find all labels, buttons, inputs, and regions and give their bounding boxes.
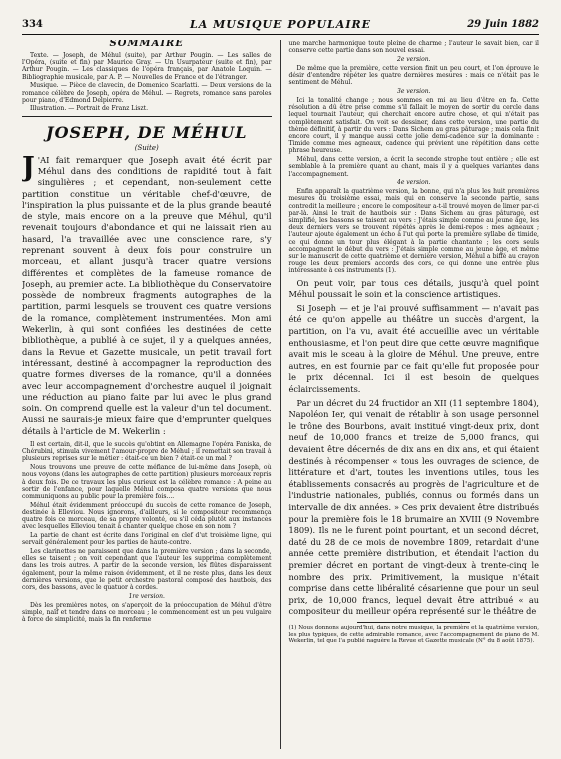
footnote: (1) Nous donnons aujourd'hui, dans notre musique, la première et la quatrième version, les plus typiques, de cette admirable romance, avec l'accompagnement de piano de M. Wekerlin, tel que l'a publié naguère la Revue et Gazette musicale (N° du 8 août 1875).	[288, 624, 539, 645]
article-title: JOSEPH, DE MÉHUL	[46, 122, 248, 142]
right-column	[281, 40, 540, 749]
quote-paragraph: La partie de chant est écrite dans l'original en clef d'ut troisième ligne, qui servait généralement pour les parties de haute-contre.	[22, 531, 272, 547]
page-number: 334	[22, 19, 43, 30]
article-paragraph: J 'AI fait remarquer que Joseph avait été écrit par Méhul dans des conditions de rapidité tout à fait singulières ; et cependant, non-seulement cette partition constitue un véritable chef-d'œuvre, de l'inspiration la plus puissante et de la plus grande beauté de style, mais encore on a la preuve que Méhul, qu'il revenait toujours d'abondance et qui ne laissait rien au hasard, l'a travaillée avec une conscience rare, s'y reprenant souvent à deux fois pour construire un morceau, et allant jusqu'à tracer quatre versions différentes et complètes de la fameuse romance de Joseph, au premier acte. La bibliothèque du Conservatoire possède de nombreux fragments autographes de la partition, parmi lesquels se trouvent ces quatre versions de la romance, complètement instrumentées. Mon ami Wekerlin, à qui sont confiées les destinées de cette bibliothèque, a publié à ce sujet, il y a quelques années, dans la Revue et Gazette musicale, un petit travail fort intéressant, destiné à accompagner la reproduction des quatre formes diverses de la romance, qu'il a données avec leur accompagnement d'orchestre auquel il joignait une réduction au piano faite par lui avec le plus grand soin. On comprend quelle est la valeur d'un tel document. Aussi ne saurais-je mieux faire que d'emprunter quelques détails à l'article de M. Wekerlin :	[22, 151, 272, 436]
quote-paragraph: Ici la tonalité change ; nous sommes en mi au lieu d'être en fa. Cette résolution a dû être prise comme s'il fallait le moyen de sortir du cercle dans lequel tournait l'auteur, qui cherchait encore autre chose, et qui n'était pas complètement satisfait. On voit se dessiner, dans cette version, une partie du thème définitif, à partir du vers : Dans Sichem au gras pâturage ; mais cela finit encore court, il y manque aussi cette jolie demi-cadence sur la dominante : Timide comme mes agneaux, cadence qui prévient une répétition dans cette phrase heureuse.	[288, 97, 539, 155]
quote-paragraph: une marche harmonique toute pleine de charme ; l'auteur le savait bien, car il conserve cette partie dans son nouvel essai.	[288, 40, 539, 55]
article-paragraph: On peut voir, par tous ces détails, jusqu'à quel point Méhul poussait le soin et la conscience artistiques.	[288, 277, 539, 300]
quote-paragraph: Méhul, dans cette version, a écrit la seconde strophe tout entière ; elle est semblable à la première quant au chant, mais il y a quelques variantes dans l'accompagnement.	[288, 156, 539, 178]
article-paragraph: Par un décret du 24 fructidor an XII (11 septembre 1804), Napoléon Ier, qui venait de rétablir à son usage personnel le trône des Bourbons, avait institué vingt-deux prix, dont neuf de 10,000 francs et treize de 5,000 francs, qui devaient être décernés de dix ans en dix ans, et qui étaient destinés à récompenser « tous les ouvrages de science, de littérature et d'art, toutes les inventions utiles, tous les établissements consacrés au progrès de l'agriculture et de l'industrie nationales, publiés, connus ou formés dans un intervalle de dix années. » Ces prix devaient être distribués pour la première fois le 18 brumaire an XVIII (9 Novembre 1809). Ils ne le furent point pourtant, et un second décret, daté du 28 de ce mois de novembre 1809, retardait d'une année cette première distribution, et étendait l'action du premier décret en portant de vingt-deux à trente-cinq le nombre des prix. Primitivement, la musique n'était comprise dans cette libéralité césarienne que pour un seul prix, de 10,000 francs, lequel devait être attribué « au compositeur du meilleur opéra représenté sur le théâtre de	[288, 397, 539, 617]
drop-cap: J	[22, 151, 35, 183]
sommaire-heading: SOMMAIRE	[109, 40, 184, 49]
quote-paragraph: Les clarinettes ne paraissent que dans la première version ; dans la seconde, elles se taisent ; on voit cependant que l'auteur les supprima complètement dans les trois autres. A partir de la seconde version, les flûtes disparaissent également, pour la même raison évidemment, et il ne reste plus, dans les deux dernières versions, que le petit orchestre pastoral composé des hautbois, des cors, des bassons, avec le quatuor à cordes.	[22, 547, 272, 591]
two-column-body	[22, 40, 539, 749]
version-label: 3e version.	[397, 88, 431, 96]
version-label: 4e version.	[397, 179, 431, 187]
quote-paragraph: De même que la première, cette version finit un peu court, et l'on éprouve le désir d'entendre répéter les quatre dernières mesures : mais ce n'était pas le sentiment de Méhul.	[288, 64, 539, 87]
quote-paragraph: Enfin apparaît la quatrième version, la bonne, qui n'a plus les huit premières mesures du troisième essai, mais qui en conserve la seconde partie, sans contredit la meilleure ; encore le compositeur a-t-il trouvé moyen de limer par-ci par-là. Ainsi le trait de hautbois sur : Dans Sichem au gras pâturage, est simplifié, les bassons se taisent au vers : J'étais simple comme au jeune âge, les deux derniers vers se trouvent répétés après le demi-repos : mes agneaux ; l'auteur ajoute également un écho à l'ut qui porte la première syllabe de timide, ce qui donne un tour plus élégant à la partie chantante ; les cors seuls accompagnent le début du vers : J'étais simple comme au jeune âge, et même sur le manuscrit de cette quatrième et dernière version, Méhul a biffé au crayon rouge les deux premiers accords des cors, ce qui donne une entrée plus intéressante à ces instruments (1).	[288, 188, 539, 275]
version-label: 1re version.	[128, 592, 165, 600]
sommaire-illustration: Illustration. — Portrait de Franz Liszt.	[30, 105, 149, 113]
divider	[22, 116, 272, 117]
quote-paragraph: Nous trouvons une preuve de cette méfiance de lui-même dans Joseph, où nous voyons (dans les autographes de cette partition) plusieurs morceaux repris à deux fois. De ce travaux les plus curieux est la célèbre romance : A peine au sortir de l'enfance, pour laquelle Méhul composa quatre versions que nous communiquons au public pour la première fois....	[22, 464, 272, 500]
quote-paragraph: Dès les premières notes, on s'aperçoit de la préoccupation de Méhul d'être simple, naïf et tendre dans ce morceau ; le commencement est un peu vulgaire à force de simplicité, mais la fin renferme	[22, 601, 272, 624]
issue-date: 29 Juin 1882	[467, 19, 539, 30]
left-column	[22, 40, 281, 749]
version-label: 2e version.	[397, 55, 431, 63]
sommaire-texte: Texte. — Joseph, de Méhul (suite), par Arthur Pougin. — Les salles de l'Opéra, (suite et fin) par Maurice Gray. — Un Usurpateur (suite et fin), par Arthur Pougin. — Les classiques de l'opéra français, par Anatole Loquin. — Bibliographie musicale, par A. P. — Nouvelles de France et de l'étranger.	[22, 52, 272, 81]
sommaire-musique: Musique. — Pièce de clavecin, de Domenico Scarlatti. — Deux versions de la romance célèbre de Joseph, opéra de Méhul. — Regrets, romance sans paroles pour piano, d'Edmond Delpierre.	[22, 82, 272, 104]
article-paragraph: Si Joseph — et je l'ai prouvé suffisamment — n'avait pas été ce qu'on appelle au théâtre un succès d'argent, la partition, on l'a vu, avait été accueillie avec un véritable enthousiasme, et l'on peut dire que cette œuvre magnifique avait mis le sceau à la gloire de Méhul. Une preuve, entre autres, en est fournie par ce fait qu'elle fut proposée pour le prix décennal. Ici il est besoin de quelques éclaircissements.	[288, 302, 539, 395]
quote-paragraph: Il est certain, dit-il, que le succès qu'obtint en Allemagne l'opéra Faniska, de Chérubini, stimula vivement l'amour-propre de Méhul ; il remettait son travail à plusieurs reprises sur le métier : était-ce un bien ? était-ce un mal ?	[22, 441, 272, 463]
quote-paragraph: Méhul était évidemment préoccupé du succès de cette romance de Joseph, destinée à Elleviou. Nous ignorons, d'ailleurs, si le compositeur recommença quatre fois ce morceau, de sa propre volonté, ou s'il céda plutôt aux instances avec lesquelles Elleviou tenait à chanter quelque chose en son nom ?	[22, 501, 272, 531]
publication-title: LA MUSIQUE POPULAIRE	[189, 18, 371, 31]
footnote-divider	[357, 622, 470, 623]
page-header	[22, 18, 539, 35]
article-subtitle: (Suite)	[134, 143, 159, 152]
